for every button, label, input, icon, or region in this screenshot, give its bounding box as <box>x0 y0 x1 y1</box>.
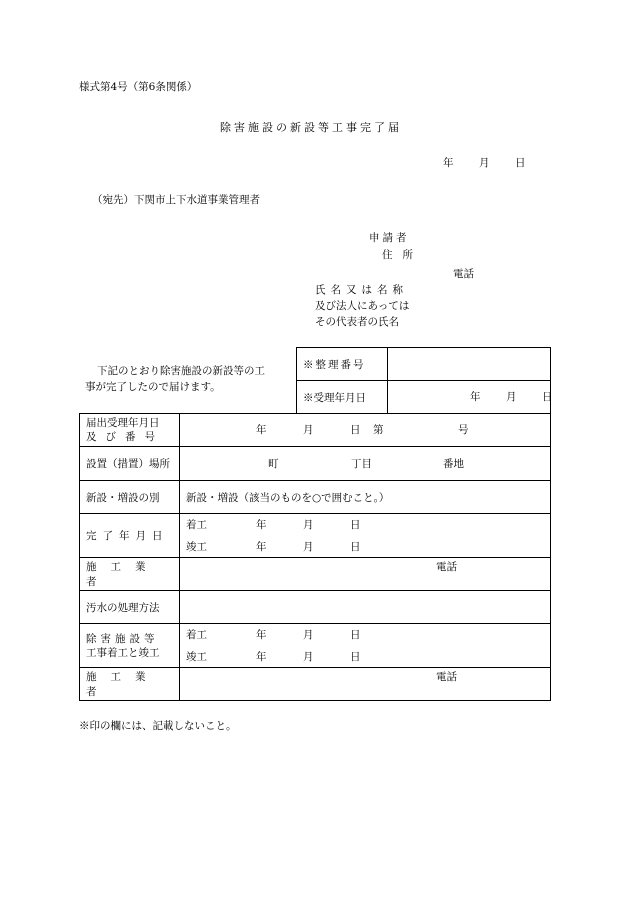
applicant-address-label: 住所 <box>382 249 423 261</box>
contractor-label: 施工業者 <box>80 558 180 591</box>
r2-chome: 丁目 <box>351 458 372 470</box>
addressee: （宛先）下関市上下水道事業管理者 <box>92 194 260 206</box>
r7-start-day: 日 <box>350 629 361 641</box>
r4-start-day: 日 <box>350 519 361 531</box>
date-month: 月 <box>479 157 490 169</box>
document-title: 除害施設の新設等工事完了届 <box>220 121 402 134</box>
contractor-phone-label: 電話 <box>436 561 457 573</box>
contractor2-phone-label: 電話 <box>436 671 457 683</box>
new-or-expansion-label: 新設・増設の別 <box>80 481 180 514</box>
contractor2-field[interactable] <box>180 668 551 701</box>
ref-number-field[interactable] <box>388 348 551 381</box>
form-number: 様式第4号（第6条関係） <box>79 81 198 93</box>
applicant-name-line2: 及び法人にあっては <box>315 300 410 312</box>
facility-work-label <box>80 624 180 668</box>
r4-start-month: 月 <box>303 519 314 531</box>
r7-start-year: 年 <box>256 629 267 641</box>
r7-start-label: 着工 <box>186 629 207 641</box>
received-day: 日 <box>542 391 553 403</box>
office-use-table <box>296 347 551 414</box>
applicant-heading: 申請者 <box>369 232 410 244</box>
r2-banchi: 番地 <box>443 458 464 470</box>
r4-start-label: 着工 <box>186 519 207 531</box>
date-year: 年 <box>443 157 454 169</box>
location-label: 設置（措置）場所 <box>80 447 180 481</box>
receipt-label-line1: 届出受理年月日 <box>86 417 160 429</box>
completion-date-label: 完了年月日 <box>80 514 180 558</box>
receipt-label-line2: 及び番号 <box>86 431 164 443</box>
applicant-name-line1: 氏名又は名称 <box>315 284 408 296</box>
intro-line2: 事が完了したので届けます。 <box>85 381 221 393</box>
received-date-label: ※受理年月日 <box>297 381 388 414</box>
r7-end-month: 月 <box>303 650 314 663</box>
ref-number-label: ※整理番号 <box>297 348 388 381</box>
r1-day: 日 <box>350 424 361 436</box>
r7-end-day: 日 <box>350 650 361 663</box>
applicant-name-line3: その代表者の氏名 <box>315 316 399 328</box>
facility-end-field[interactable] <box>180 646 551 668</box>
applicant-phone-label: 電話 <box>453 268 474 280</box>
received-month: 月 <box>506 391 517 403</box>
facility-work-label-line1: 除害施設等 <box>86 632 159 645</box>
main-form-table <box>79 413 551 701</box>
construction-end-field[interactable] <box>180 536 551 558</box>
facility-start-field[interactable] <box>180 624 551 646</box>
received-date-field[interactable] <box>388 381 551 414</box>
r1-dai: 第 <box>373 424 384 436</box>
location-field[interactable] <box>180 447 551 481</box>
receipt-label <box>80 414 180 447</box>
intro-line1: 下記のとおり除害施設の新設等の工 <box>97 365 265 377</box>
r4-start-year: 年 <box>256 519 267 531</box>
r2-cho: 町 <box>268 458 279 470</box>
new-or-expansion-field[interactable]: 新設・増設（該当のものを○で囲むこと。） <box>180 481 551 514</box>
r4-end-day: 日 <box>350 540 361 553</box>
contractor-field[interactable] <box>180 558 551 591</box>
received-year: 年 <box>470 391 481 403</box>
r4-end-label: 竣工 <box>186 540 207 553</box>
r7-end-year: 年 <box>256 650 267 663</box>
contractor2-label: 施工業者 <box>80 668 180 701</box>
r1-go: 号 <box>458 424 469 436</box>
r7-start-month: 月 <box>303 629 314 641</box>
receipt-field[interactable] <box>180 414 551 447</box>
treatment-method-field[interactable] <box>180 591 551 624</box>
date-day: 日 <box>515 157 526 169</box>
r7-end-label: 竣工 <box>186 650 207 663</box>
r1-month: 月 <box>303 424 314 436</box>
facility-work-label-line2: 工事着工と竣工 <box>86 646 160 659</box>
r4-end-month: 月 <box>303 540 314 553</box>
treatment-method-label: 汚水の処理方法 <box>80 591 180 624</box>
r4-end-year: 年 <box>256 540 267 553</box>
r1-year: 年 <box>256 424 267 436</box>
footnote: ※印の欄には、記載しないこと。 <box>79 720 237 732</box>
construction-start-field[interactable] <box>180 514 551 536</box>
